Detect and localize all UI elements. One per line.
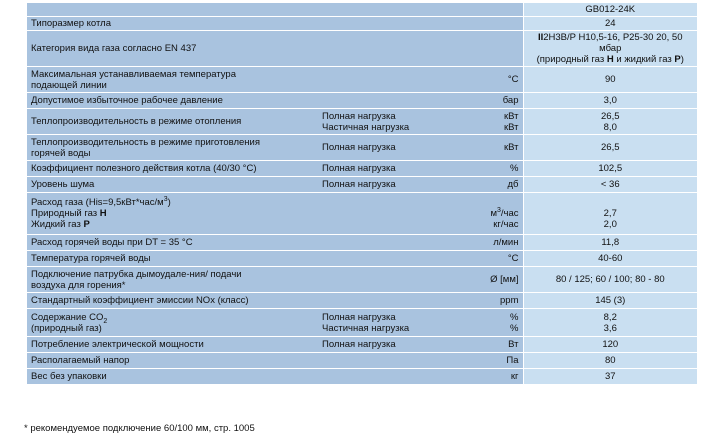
load-cell (318, 337, 441, 353)
parameter-line: Вес без упаковки (31, 371, 107, 382)
parameter-line: горячей воды (31, 147, 91, 159)
unit-cell (441, 161, 523, 177)
unit-cell (441, 267, 523, 293)
parameter-line: Температура горячей воды (31, 253, 151, 264)
table-row (27, 353, 697, 369)
parameter-line: воздуха для горения* (31, 279, 126, 291)
table-row (27, 161, 697, 177)
load-cell (318, 93, 441, 109)
load-cell (318, 17, 441, 31)
header-blank-cell (27, 3, 318, 17)
parameter-cell (27, 135, 318, 161)
parameter-cell (27, 93, 318, 109)
parameter-line: Потребление электрической мощности (31, 339, 204, 350)
parameter-cell: Расход газа $(His=9,5кВт*час/м^3)$ Природный газ H Жидкий газ P (27, 193, 318, 235)
load-cell (318, 309, 441, 337)
load-line: Частичная нагрузка (322, 322, 410, 334)
value-line: 120 (602, 339, 619, 350)
table-row (27, 235, 697, 251)
parameter-cell (27, 337, 318, 353)
value-cell (523, 337, 697, 353)
unit-line: кВт (503, 121, 519, 133)
value-cell (523, 267, 697, 293)
header-blank-cell (441, 3, 523, 17)
unit-cell (441, 17, 523, 31)
unit-line: бар (502, 95, 519, 106)
table-row (27, 31, 697, 67)
load-cell (318, 267, 441, 293)
parameter-line: Типоразмер котла (31, 18, 111, 29)
table-row (27, 67, 697, 93)
load-line: Полная нагрузка (322, 339, 396, 350)
load-cell (318, 109, 441, 135)
parameter-cell (27, 235, 318, 251)
parameter-cell (27, 161, 318, 177)
parameter-line: подающей линии (31, 79, 107, 91)
unit-line: л/мин (493, 237, 519, 248)
value-line: 26,5 (601, 142, 620, 153)
parameter-cell (27, 109, 318, 135)
parameter-line: Максимальная устанавливаемая температура (31, 68, 236, 80)
value-line: 2,7 (603, 208, 617, 219)
load-line: Полная нагрузка (322, 163, 396, 174)
table-row (27, 135, 697, 161)
table-row (27, 369, 697, 385)
value-cell (523, 353, 697, 369)
value-cell (523, 235, 697, 251)
unit-cell (441, 251, 523, 267)
table-row (27, 293, 697, 309)
value-cell (523, 161, 697, 177)
parameter-line: Располагаемый напор (31, 355, 130, 366)
value-line: 80 / 125; 60 / 100; 80 - 80 (555, 274, 665, 285)
value-line (528, 197, 694, 208)
load-cell (318, 193, 441, 235)
parameter-cell (27, 369, 318, 385)
value-line: 90 (604, 74, 616, 85)
parameter-cell (27, 177, 318, 193)
table-row (27, 337, 697, 353)
value-line: 8,0 (603, 121, 617, 133)
unit-line: % (510, 322, 519, 334)
value-line: 8,2 (603, 311, 617, 323)
unit-line: ppm (500, 295, 519, 306)
value-cell (523, 369, 697, 385)
unit-line: Вт (508, 339, 519, 350)
value-line: 3,0 (603, 95, 617, 106)
value-line: 102,5 (598, 163, 623, 174)
unit-line: кВт (503, 110, 519, 122)
value-cell (523, 109, 697, 135)
parameter-line: Теплопроизводительность в режиме отопления (31, 116, 242, 127)
unit-cell: $м^3$/час кг/час (441, 193, 523, 235)
table-row (27, 109, 697, 135)
unit-cell (441, 177, 523, 193)
load-line: Полная нагрузка (322, 311, 396, 323)
table-row (27, 177, 697, 193)
unit-cell (441, 337, 523, 353)
unit-cell (441, 235, 523, 251)
load-cell (318, 135, 441, 161)
parameter-cell (27, 67, 318, 93)
value-line: 80 (604, 355, 616, 366)
unit-line: дб (507, 179, 519, 190)
value-cell (523, 309, 697, 337)
unit-cell (441, 67, 523, 93)
unit-cell (441, 93, 523, 109)
unit-cell (441, 135, 523, 161)
value-line: 26,5 (601, 110, 620, 122)
value-line: 24 (604, 18, 616, 29)
unit-cell (441, 353, 523, 369)
value-cell (523, 177, 697, 193)
value-cell: II2H3B/P H10,5-16, P25-30 20, 50 мбар (природный газ H и жидкий газ P) (523, 31, 697, 67)
unit-cell (441, 109, 523, 135)
value-line: < 36 (600, 179, 620, 190)
value-cell (523, 293, 697, 309)
load-cell (318, 177, 441, 193)
unit-line: °C (507, 74, 519, 85)
parameter-line: Расход горячей воды при DT = 35 °C (31, 237, 193, 248)
table-row (27, 193, 697, 235)
unit-cell (441, 309, 523, 337)
table-row (27, 267, 697, 293)
parameter-line: Подключение патрубка дымоудале-ния/ подачи (31, 268, 242, 280)
unit-cell (441, 31, 523, 67)
parameter-cell (27, 251, 318, 267)
unit-cell (441, 369, 523, 385)
parameter-line: Категория вида газа согласно EN 437 (31, 43, 197, 54)
table-row (27, 251, 697, 267)
value-cell (523, 193, 697, 235)
load-cell (318, 31, 441, 67)
value-line: 40-60 (598, 253, 623, 264)
load-cell (318, 161, 441, 177)
parameter-cell (27, 293, 318, 309)
value-line: 37 (604, 371, 616, 382)
load-cell (318, 369, 441, 385)
value-line: 3,6 (603, 322, 617, 334)
parameter-line: Уровень шума (31, 179, 95, 190)
value-line: 2,0 (603, 219, 617, 230)
parameter-line: Стандартный коэффициент эмиссии NOx (класс) (31, 295, 249, 306)
footnote: * рекомендуемое подключение 60/100 мм, стр. 1005 (24, 423, 255, 434)
load-line: Полная нагрузка (322, 179, 396, 190)
parameter-cell: Содержание $CO_2$ (природный газ) (27, 309, 318, 337)
load-line: Частичная нагрузка (322, 121, 410, 133)
header-blank-cell (318, 3, 441, 17)
load-cell (318, 251, 441, 267)
parameter-line: Теплопроизводительность в режиме приготовления (31, 136, 261, 148)
load-cell (318, 67, 441, 93)
value-cell (523, 93, 697, 109)
unit-line: °C (507, 253, 519, 264)
load-cell (318, 353, 441, 369)
model-header: GB012-24K (523, 3, 697, 17)
value-cell (523, 251, 697, 267)
table-row (27, 17, 697, 31)
specifications-table (27, 3, 697, 385)
load-cell (318, 293, 441, 309)
load-cell (318, 235, 441, 251)
parameter-cell (27, 267, 318, 293)
unit-line: кг (510, 371, 519, 382)
parameter-line: Коэффициент полезного действия котла (40/30 °C) (31, 163, 257, 174)
unit-line: кВт (503, 142, 519, 153)
load-line: Полная нагрузка (322, 142, 396, 153)
unit-line: % (510, 163, 519, 174)
unit-line: Па (506, 355, 519, 366)
unit-line: Ø [мм] (490, 274, 519, 285)
value-line: 145 (3) (595, 295, 626, 306)
parameter-cell (27, 353, 318, 369)
parameter-cell (27, 31, 318, 67)
value-line: 11,8 (601, 237, 620, 248)
table-row (27, 309, 697, 337)
table-header-row (27, 3, 697, 17)
unit-line: % (510, 311, 519, 323)
unit-cell (441, 293, 523, 309)
value-cell (523, 67, 697, 93)
load-line: Полная нагрузка (322, 110, 396, 122)
parameter-cell (27, 17, 318, 31)
value-cell (523, 135, 697, 161)
value-cell (523, 17, 697, 31)
parameter-line: Допустимое избыточное рабочее давление (31, 95, 223, 106)
table-row (27, 93, 697, 109)
